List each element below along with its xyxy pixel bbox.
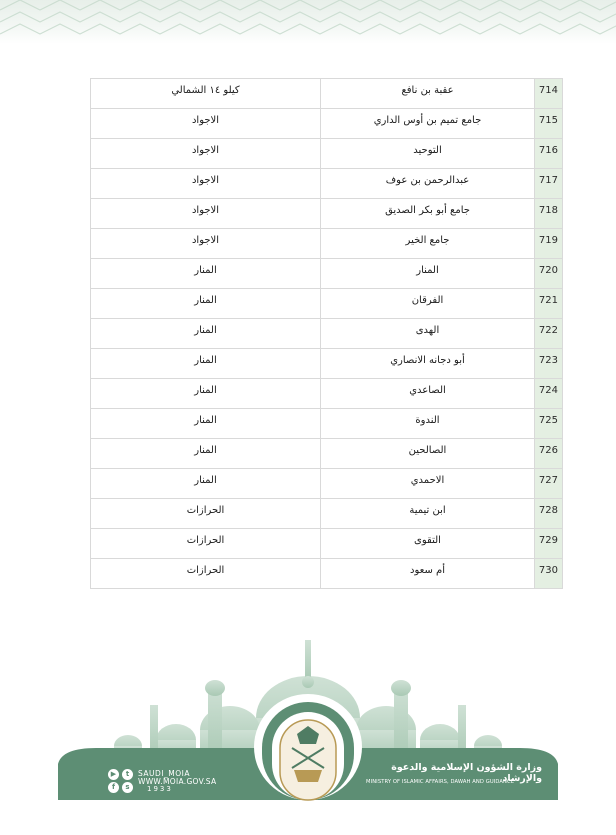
row-number: 728: [535, 499, 563, 529]
district-name: المنار: [91, 469, 321, 499]
district-name: المنار: [91, 409, 321, 439]
row-number: 716: [535, 139, 563, 169]
row-number: 717: [535, 169, 563, 199]
row-number: 724: [535, 379, 563, 409]
website-link[interactable]: WWW.MOIA.GOV.SA: [138, 777, 217, 786]
table-row: [91, 289, 563, 319]
header-pattern: [0, 0, 616, 44]
district-name: المنار: [91, 259, 321, 289]
mosque-name: التوحيد: [321, 139, 535, 169]
district-name: الاجواد: [91, 169, 321, 199]
district-name: الاجواد: [91, 199, 321, 229]
table-row: [91, 109, 563, 139]
table-row: [91, 139, 563, 169]
twitter-icon[interactable]: t: [122, 769, 133, 780]
district-name: الاجواد: [91, 229, 321, 259]
mosque-name: الاحمدي: [321, 469, 535, 499]
snapchat-icon[interactable]: s: [122, 782, 133, 793]
table-row: [91, 199, 563, 229]
mosque-name: الصالحين: [321, 439, 535, 469]
table-row: [91, 79, 563, 109]
mosque-name: جامع الخير: [321, 229, 535, 259]
row-number: 715: [535, 109, 563, 139]
table-row: [91, 259, 563, 289]
row-number: 723: [535, 349, 563, 379]
table-row: [91, 229, 563, 259]
district-name: الاجواد: [91, 109, 321, 139]
mosque-name: أم سعود: [321, 559, 535, 589]
phone-number: 1933: [147, 785, 173, 793]
district-name: المنار: [91, 439, 321, 469]
ministry-name-english: MINISTRY OF ISLAMIC AFFAIRS, DAWAH AND GUIDANCE: [366, 779, 515, 785]
footer: [0, 630, 616, 835]
mosque-name: جامع أبو بكر الصديق: [321, 199, 535, 229]
table-row: [91, 319, 563, 349]
district-name: الاجواد: [91, 139, 321, 169]
youtube-icon[interactable]: ▶: [108, 769, 119, 780]
row-number: 729: [535, 529, 563, 559]
mosque-silhouette-icon: [0, 630, 616, 835]
district-name: المنار: [91, 349, 321, 379]
row-number: 720: [535, 259, 563, 289]
geometric-pattern-icon: [0, 0, 616, 44]
row-number: 727: [535, 469, 563, 499]
district-name: المنار: [91, 379, 321, 409]
row-number: 730: [535, 559, 563, 589]
district-name: الحرازات: [91, 559, 321, 589]
row-number: 718: [535, 199, 563, 229]
mosque-name: الندوة: [321, 409, 535, 439]
mosque-name: التقوى: [321, 529, 535, 559]
facebook-icon[interactable]: f: [108, 782, 119, 793]
table-row: [91, 439, 563, 469]
mosque-name: أبو دجانه الانصاري: [321, 349, 535, 379]
mosques-table: [90, 78, 563, 589]
mosque-name: الفرقان: [321, 289, 535, 319]
table-row: [91, 499, 563, 529]
row-number: 719: [535, 229, 563, 259]
mosque-name: الهدى: [321, 319, 535, 349]
row-number: 725: [535, 409, 563, 439]
mosque-name: ابن تيمية: [321, 499, 535, 529]
mosque-name: جامع تميم بن أوس الداري: [321, 109, 535, 139]
row-number: 722: [535, 319, 563, 349]
mosque-name: المنار: [321, 259, 535, 289]
district-name: المنار: [91, 319, 321, 349]
table-row: [91, 349, 563, 379]
mosque-name: عقبة بن نافع: [321, 79, 535, 109]
row-number: 726: [535, 439, 563, 469]
row-number: 721: [535, 289, 563, 319]
table-row: [91, 409, 563, 439]
table-row: [91, 169, 563, 199]
table-row: [91, 379, 563, 409]
table-row: [91, 529, 563, 559]
mosque-name: الصاعدي: [321, 379, 535, 409]
ministry-name-arabic: وزارة الشؤون الإسلامية والدعوة والإرشاد: [391, 762, 542, 784]
table-row: [91, 559, 563, 589]
mosque-name: عبدالرحمن بن عوف: [321, 169, 535, 199]
district-name: كيلو ١٤ الشمالي: [91, 79, 321, 109]
district-name: الحرازات: [91, 529, 321, 559]
row-number: 714: [535, 79, 563, 109]
district-name: المنار: [91, 289, 321, 319]
district-name: الحرازات: [91, 499, 321, 529]
social-handle[interactable]: SAUDI_MOIA: [138, 769, 190, 778]
table-row: [91, 469, 563, 499]
